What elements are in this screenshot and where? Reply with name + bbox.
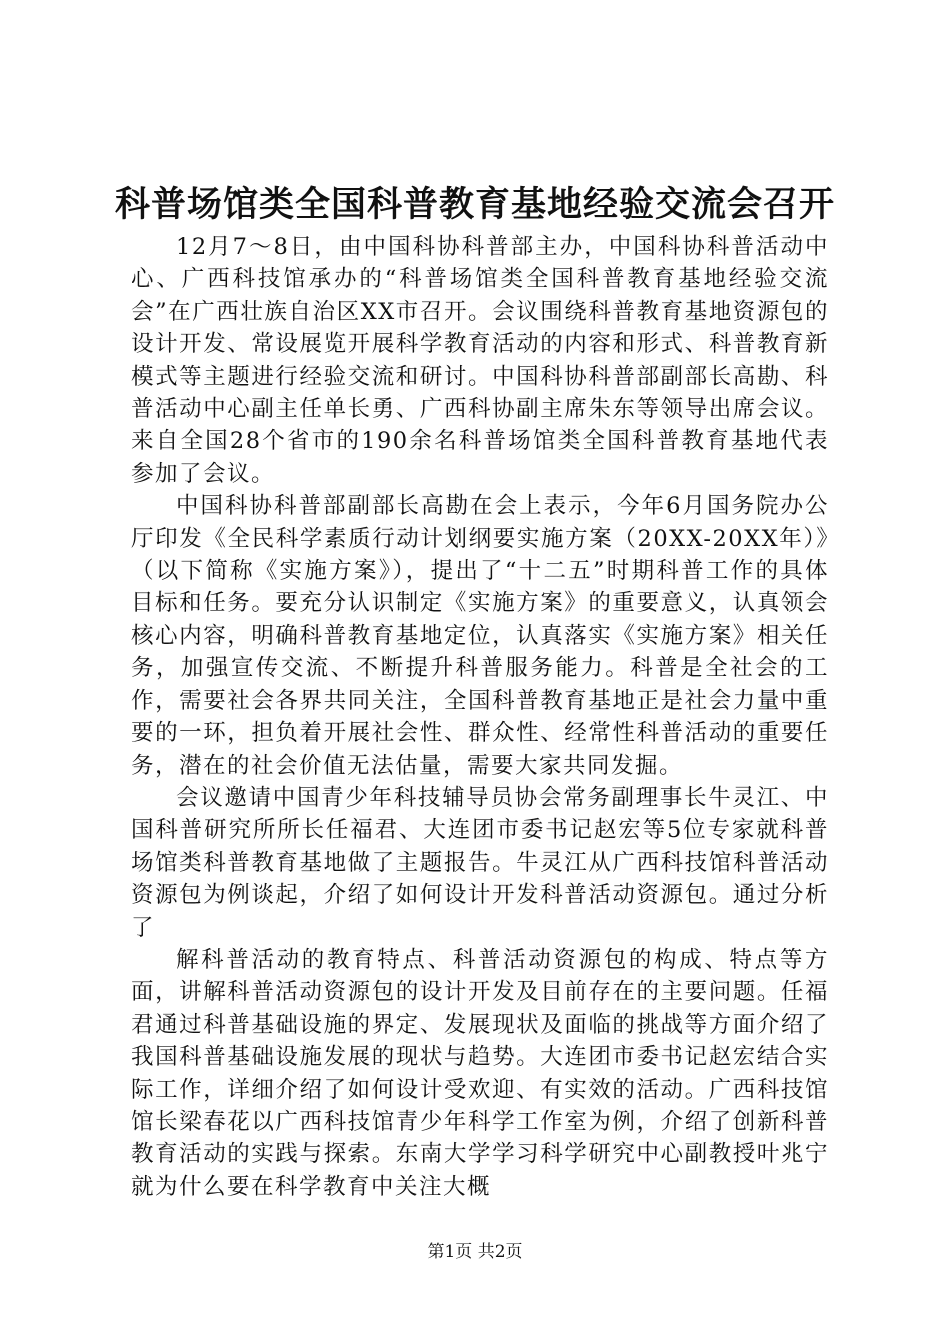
paragraph-3: 会议邀请中国青少年科技辅导员协会常务副理事长牛灵江、中国科普研究所所长任福君、大连团市委书记赵宏等5位专家就科普场馆类科普教育基地做了主题报告。牛灵江从广西科技馆科普活动资源包为例谈起，介绍了如何设计开发科普活动资源包。通过分析了: [131, 784, 829, 941]
page-number-footer: 第1页 共2页: [427, 1242, 523, 1262]
document-body: [131, 231, 829, 1203]
paragraph-2: 中国科协科普部副部长高勘在会上表示，今年6月国务院办公厅印发《全民科学素质行动计划纲要实施方案（20XX-20XX年）》（以下简称《实施方案》），提出了“十二五”时期科普工作的具体目标和任务。要充分认识制定《实施方案》的重要意义，认真领会核心内容，明确科普教育基地定位，认真落实《实施方案》相关任务，加强宣传交流、不断提升科普服务能力。科普是全社会的工作，需要社会各界共同关注，全国科普教育基地正是社会力量中重要的一环，担负着开展社会性、群众性、经常性科普活动的重要任务，潜在的社会价值无法估量，需要大家共同发掘。: [131, 493, 829, 779]
paragraph-4: 解科普活动的教育特点、科普活动资源包的构成、特点等方面，讲解科普活动资源包的设计开发及目前存在的主要问题。任福君通过科普基础设施的界定、发展现状及面临的挑战等方面介绍了我国科普基础设施发展的现状与趋势。大连团市委书记赵宏结合实际工作，详细介绍了如何设计受欢迎、有实效的活动。广西科技馆馆长梁春花以广西科技馆青少年科学工作室为例，介绍了创新科普教育活动的实践与探索。东南大学学习科学研究中心副教授叶兆宁就为什么要在科学教育中关注大概: [131, 946, 829, 1200]
paragraph-1: 12月7～8日，由中国科协科普部主办，中国科协科普活动中心、广西科技馆承办的“科普场馆类全国科普教育基地经验交流会”在广西壮族自治区XX市召开。会议围绕科普教育基地资源包的设计开发、常设展览开展科学教育活动的内容和形式、科普教育新模式等主题进行经验交流和研讨。中国科协科普部副部长高勘、科普活动中心副主任单长勇、广西科协副主席朱东等领导出席会议。来自全国28个省市的190余名科普场馆类全国科普教育基地代表参加了会议。: [131, 234, 829, 487]
document-title: 科普场馆类全国科普教育基地经验交流会召开: [114, 184, 835, 225]
